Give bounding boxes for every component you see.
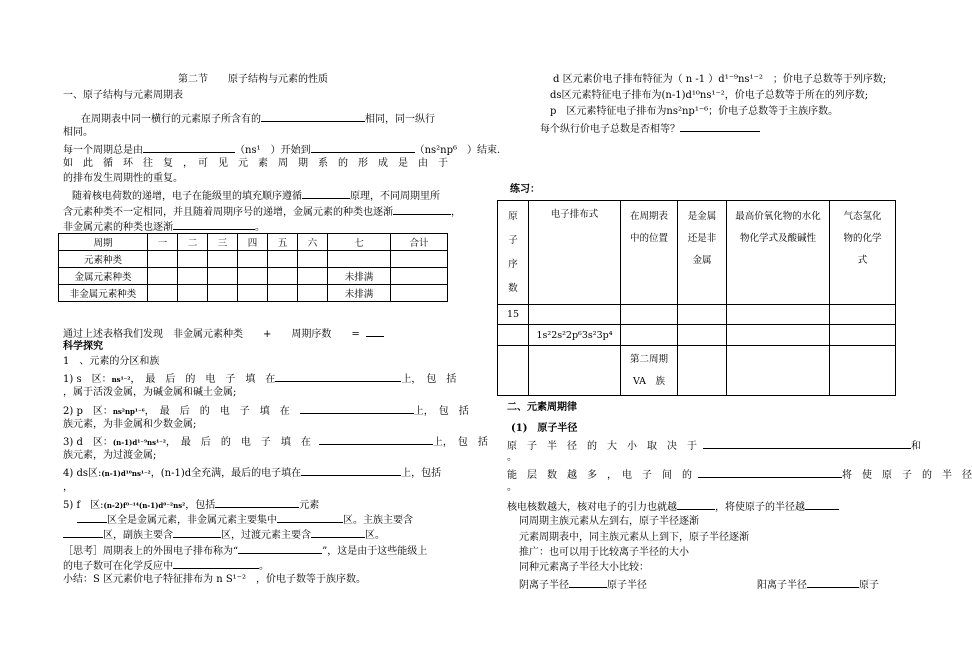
heading-periodic-law: 二、元素周期律	[507, 402, 577, 413]
heading-atomic-radius: (1) 原子半径	[511, 423, 578, 434]
table-cell: 1s²2s²2p⁶3s²3p⁴	[529, 325, 621, 346]
text-line: 3) d 区：(n-1)d¹⁻⁹ns¹⁻²， 最 后 的 电 子 填 在 上， 包 括	[63, 434, 488, 449]
text-line: 1) s 区：ns¹⁻²， 最 后 的 电 子 填 在 上， 包 括	[63, 371, 456, 386]
table-cell: 15	[498, 305, 529, 325]
text-line: 含元素种类不一定相同，并且随着周期序号的递增，金属元素的种类也逐渐 ，	[63, 204, 461, 219]
table-cell	[238, 268, 268, 285]
table-cell	[498, 346, 529, 396]
table-cell	[328, 251, 391, 268]
text-line: 区，副族主要含 区，过渡元素主要含 区。	[63, 527, 385, 542]
table-cell: 非金属元素种类	[59, 285, 148, 302]
table-cell	[498, 325, 529, 346]
table-header: 电子排布式	[529, 201, 621, 305]
text-line: 4) ds区:(n-1)d¹⁰ns¹⁻²，(n-1)d全充满，最后的电子填在 上，包括	[63, 465, 441, 480]
table-cell	[727, 325, 830, 346]
text-line: 阴离子半径 原子半径	[519, 577, 647, 592]
table-cell	[268, 251, 298, 268]
text-line: 的电子数可在化学反应中 。	[63, 558, 269, 573]
table-cell	[208, 285, 238, 302]
table-cell	[830, 346, 896, 396]
text-line: 非金属元素的种类也逐渐 。	[63, 219, 265, 234]
table-cell	[298, 251, 328, 268]
table-cell	[727, 346, 830, 396]
table-cell: 未排满	[328, 285, 391, 302]
period-table	[58, 233, 448, 302]
text-line: 每个纵行价电子总数是否相等？	[540, 121, 760, 136]
text-line: 同周期主族元素从左到右，原子半径逐渐	[519, 516, 699, 527]
table-header: 最高价氧化物的水化 物化学式及酸碱性	[727, 201, 830, 305]
table-cell	[830, 305, 896, 325]
table-cell	[178, 268, 208, 285]
table-cell	[178, 251, 208, 268]
table-cell	[238, 285, 268, 302]
table-row	[59, 285, 448, 302]
text-line: 区全是金属元素，非金属元素主要集中 区。主族主要含	[63, 512, 413, 527]
table-header: 在周期表 中的位置	[621, 201, 678, 305]
text-line: 1 、元素的分区和族	[63, 356, 160, 367]
table-cell	[148, 251, 178, 268]
text-line: 相同。	[63, 127, 93, 138]
table-header: 五	[268, 234, 298, 251]
table-cell	[830, 325, 896, 346]
text-line: 族元素，为过渡金属;	[63, 450, 157, 461]
table-cell	[529, 305, 621, 325]
table-cell	[298, 268, 328, 285]
table-cell	[727, 305, 830, 325]
text-line: 核电核数越大，核对电子的引力也就越 ，将使原子的半径越	[507, 499, 839, 514]
table-cell	[238, 251, 268, 268]
table-cell	[391, 285, 448, 302]
table-cell: 第二周期 VA 族	[621, 346, 678, 396]
text-line: ds区元素特征电子排布为(n-1)d¹⁰ns¹⁻²，价电子总数等于所在的列序数;	[550, 90, 869, 101]
table-cell	[298, 285, 328, 302]
table-header: 原子序数	[498, 201, 529, 305]
table-cell	[621, 305, 678, 325]
text-line: 能 层 数 越 多 ， 电 子 间 的 将 使 原 子 的 半 径	[507, 467, 972, 482]
text-line: 同种元素离子半径大小比较：	[519, 562, 649, 573]
text-line: 随着核电荷数的递增，电子在能级里的填充顺序遵循 原理，不同周期里所	[72, 188, 440, 203]
text-line: 5) f 区:(n-2)f⁰⁻¹⁴(n-1)d⁰⁻²ns²，包括 元素	[63, 497, 319, 512]
table-cell	[268, 268, 298, 285]
summary-line: 小结：S 区元素价电子特征排布为 n S¹⁻² ，价电子数等于族序数。	[63, 574, 366, 585]
table-cell	[268, 285, 298, 302]
text-line: 每一个周期总是由 （ns¹ ）开始到 （ns²np⁶ ）结束.	[63, 142, 500, 157]
text-line: 。	[507, 452, 517, 463]
text-line: 原 子 半 径 的 大 小 取 决 于 和	[507, 438, 921, 453]
text-line: 通过上述表格我们发现 非金属元素种类 + 周期序数 =	[63, 326, 384, 341]
table-row	[59, 251, 448, 268]
table-cell	[391, 268, 448, 285]
text-line: ［思考］周期表上的外围电子排布称为“ ”，这是由于这些能级上	[63, 543, 427, 558]
practice-table	[497, 200, 896, 396]
text-line: 在周期表中同一横行的元素原子所含有的 相同，同一纵行	[81, 111, 435, 126]
table-header: 二	[178, 234, 208, 251]
table-header: 七	[328, 234, 391, 251]
text-line: 如 此 循 环 往 复 ， 可 见 元 素 周 期 系 的 形 成 是 由 于	[63, 158, 448, 169]
table-cell	[678, 346, 727, 396]
heading-practice: 练习：	[510, 184, 540, 195]
text-line: ，	[63, 482, 73, 493]
text-line: 族元素，为非金属和少数金属;	[63, 419, 197, 430]
table-cell	[148, 268, 178, 285]
text-line: 元素周期表中，同主族元素从上到下，原子半径逐渐	[519, 532, 749, 543]
table-cell	[678, 325, 727, 346]
table-cell: 未排满	[328, 268, 391, 285]
text-line: ，属于活泼金属，为碱金属和碱土金属;	[63, 387, 237, 398]
table-cell	[529, 346, 621, 396]
section-title: 第二节 原子结构与元素的性质	[178, 74, 328, 85]
table-header: 是金属 还是非 金属	[678, 201, 727, 305]
table-row	[498, 305, 896, 325]
table-header: 气态氢化 物的化学 式	[830, 201, 896, 305]
table-header: 一	[148, 234, 178, 251]
table-header: 合计	[391, 234, 448, 251]
heading-periodic-table: 一、原子结构与元素周期表	[63, 90, 183, 101]
text-line: 推广：也可以用于比较离子半径的大小	[519, 547, 689, 558]
table-cell	[678, 305, 727, 325]
table-header: 四	[238, 234, 268, 251]
table-cell: 元素种类	[59, 251, 148, 268]
text-line: 。	[507, 482, 517, 493]
table-header: 六	[298, 234, 328, 251]
text-line: 的排布发生周期性的重复。	[63, 173, 183, 184]
table-header: 三	[208, 234, 238, 251]
table-cell	[208, 251, 238, 268]
text-line: 2) p 区：ns²np¹⁻⁶， 最 后 的 电 子 填 在 上， 包 括	[63, 403, 469, 418]
text-line: d 区元素价电子排布特征为（ n -1 ）d¹⁻⁹ns¹⁻² ；价电子总数等于列序数;	[553, 74, 887, 85]
table-cell	[391, 251, 448, 268]
table-row	[498, 346, 896, 396]
table-cell	[621, 325, 678, 346]
table-cell	[208, 268, 238, 285]
text-line: 阳离子半径 原子	[757, 577, 879, 592]
table-cell: 金属元素种类	[59, 268, 148, 285]
table-row	[498, 325, 896, 346]
table-row	[59, 268, 448, 285]
table-cell	[148, 285, 178, 302]
heading-science-explore: 科学探究	[63, 341, 103, 352]
text-line: p 区元素特征电子排布为ns²np¹⁻⁶；价电子总数等于主族序数。	[550, 106, 839, 117]
table-header: 周期	[59, 234, 148, 251]
table-cell	[178, 285, 208, 302]
